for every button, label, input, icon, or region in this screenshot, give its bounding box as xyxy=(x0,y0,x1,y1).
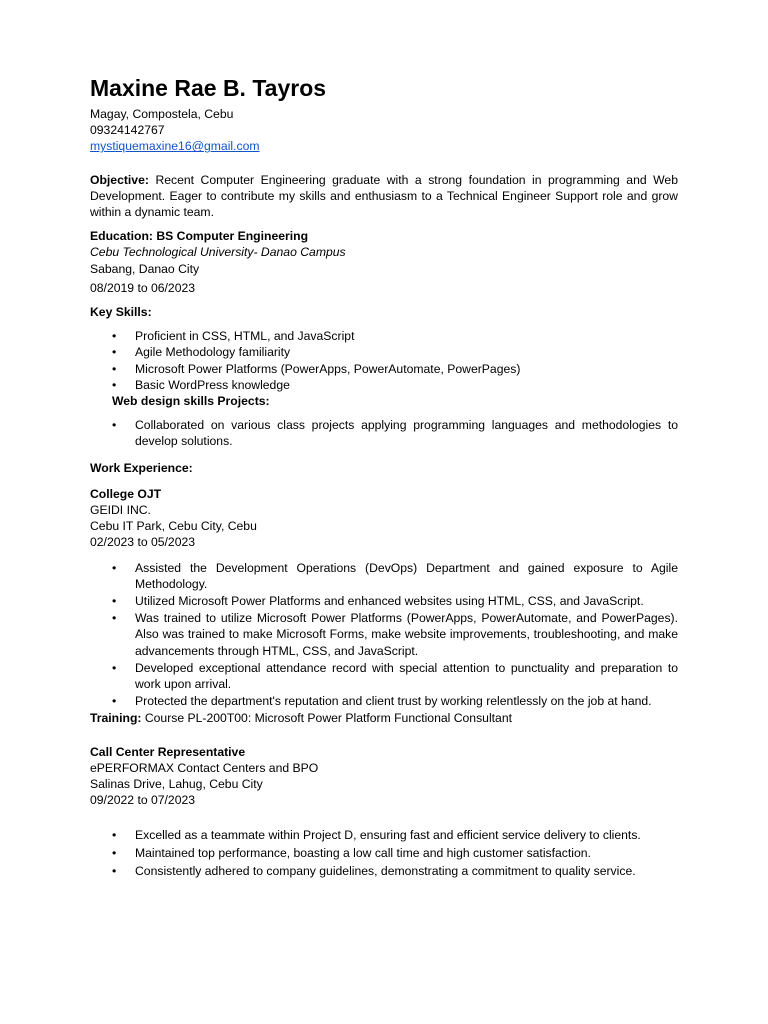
job-bullets xyxy=(90,560,678,710)
job-title: Call Center Representative xyxy=(90,744,246,759)
job-bullet: • Excelled as a teammate within Project D, ensuring fast and efficient service delivery to clients. xyxy=(90,827,678,843)
job-dates: 02/2023 to 05/2023 xyxy=(90,535,196,550)
skill-item: • Microsoft Power Platforms (PowerApps, PowerAutomate, PowerPages) xyxy=(90,361,678,377)
training-line xyxy=(90,710,678,726)
project-item: • Collaborated on various class projects applying programming languages and methodologies to develop solutions. xyxy=(90,417,678,449)
job-entry xyxy=(90,744,678,879)
training-text: Course PL-200T00: Microsoft Power Platform Functional Consultant xyxy=(141,710,512,725)
work-section xyxy=(90,460,678,879)
job-bullet: • Maintained top performance, boasting a low call time and high customer satisfaction. xyxy=(90,845,678,861)
job-company: GEIDI INC. xyxy=(90,503,151,518)
projects-heading: Web design skills Projects: xyxy=(112,394,270,409)
education-section xyxy=(90,228,678,296)
skills-section xyxy=(90,304,678,450)
objective-section xyxy=(90,172,678,221)
address: Magay, Compostela, Cebu xyxy=(90,107,234,121)
skills-list xyxy=(90,328,678,393)
phone: 09324142767 xyxy=(90,123,165,138)
skill-item: • Proficient in CSS, HTML, and JavaScript xyxy=(90,328,678,344)
skill-item: • Basic WordPress knowledge xyxy=(90,377,678,393)
skill-item: • Agile Methodology familiarity xyxy=(90,344,678,360)
skills-heading: Key Skills: xyxy=(90,305,152,320)
education-dates: 08/2019 to 06/2023 xyxy=(90,280,196,295)
job-bullet: • Developed exceptional attendance record with special attention to punctuality and preparation to work upon arrival. xyxy=(90,660,678,692)
job-entry xyxy=(90,486,678,726)
job-bullet: • Utilized Microsoft Power Platforms and enhanced websites using HTML, CSS, and JavaScript. xyxy=(90,593,678,609)
school-location: Sabang, Danao City xyxy=(90,261,200,276)
school-name: Cebu Technological University- Danao Campus xyxy=(90,245,346,260)
job-bullet: • Assisted the Development Operations (DevOps) Department and gained exposure to Agile Methodology. xyxy=(90,560,678,592)
training-label: Training: xyxy=(90,710,142,725)
job-title: College OJT xyxy=(90,486,162,501)
job-dates: 09/2022 to 07/2023 xyxy=(90,793,196,808)
resume-page xyxy=(90,72,678,879)
objective-label: Objective: xyxy=(90,172,149,187)
education-heading: Education: BS Computer Engineering xyxy=(90,229,309,244)
candidate-name: Maxine Rae B. Tayros xyxy=(90,75,327,101)
objective-text: Recent Computer Engineering graduate with a strong foundation in programming and Web Development. Eager to contribute my skills and enthusiasm to a Technical Engineer Support role and grow within a dynamic team. xyxy=(90,172,678,220)
job-company: ePERFORMAX Contact Centers and BPO xyxy=(90,760,319,775)
job-bullet: • Was trained to utilize Microsoft Power Platforms (PowerApps, PowerAutomate, and PowerPages). Also was trained to make Microsoft Forms, make website improvements, troubleshooting, and make advancements through HTML, CSS, and JavaScript. xyxy=(90,610,678,659)
projects-list xyxy=(90,417,678,449)
job-bullets xyxy=(90,827,678,880)
job-location: Cebu IT Park, Cebu City, Cebu xyxy=(90,519,257,534)
email-link[interactable]: mystiquemaxine16@gmail.com xyxy=(90,139,260,154)
job-bullet: • Consistently adhered to company guidelines, demonstrating a commitment to quality service. xyxy=(90,863,678,879)
work-heading: Work Experience: xyxy=(90,460,193,475)
job-bullet: • Protected the department's reputation and client trust by working relentlessly on the job at hand. xyxy=(90,693,678,709)
job-location: Salinas Drive, Lahug, Cebu City xyxy=(90,777,263,792)
